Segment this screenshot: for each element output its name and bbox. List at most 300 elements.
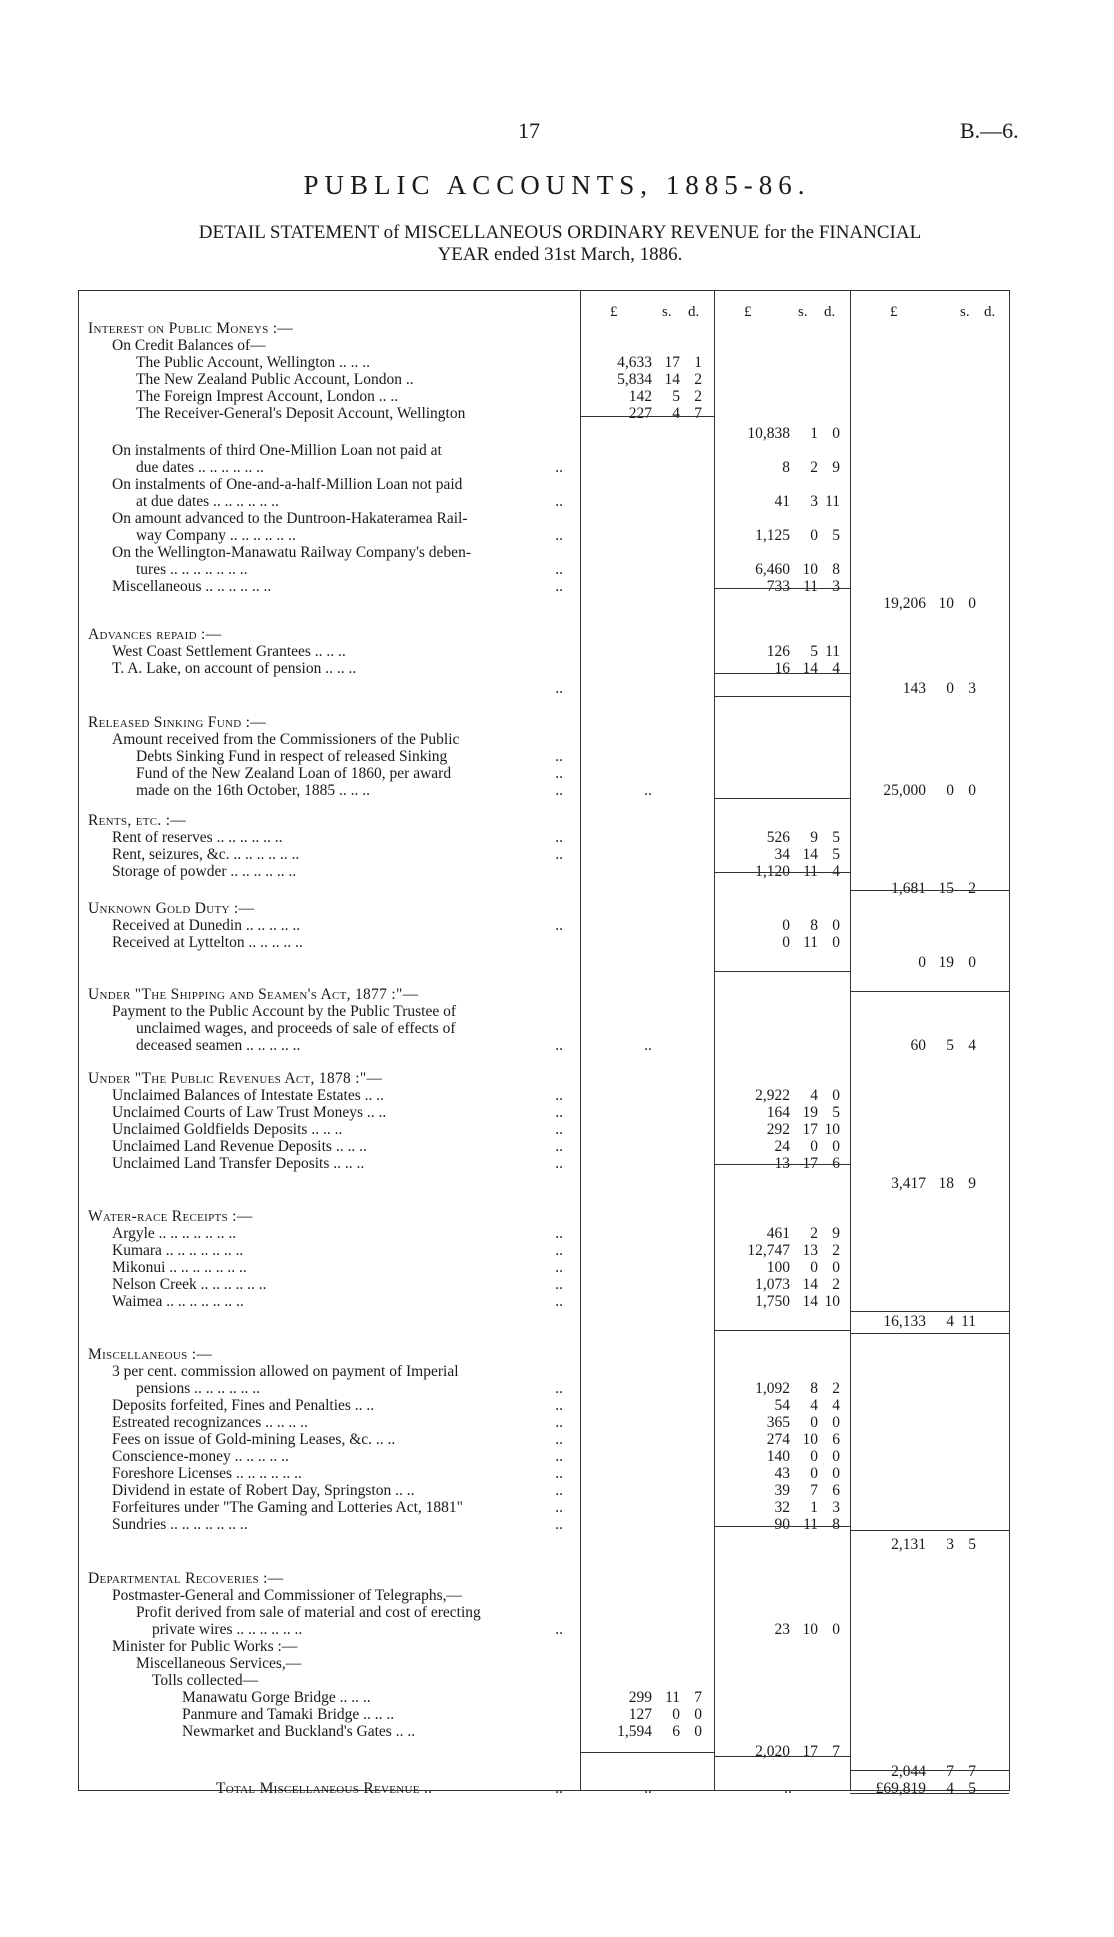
amount-pounds: 299 xyxy=(628,1689,652,1706)
sum-rule xyxy=(850,1311,1009,1312)
amount-pence: 5 xyxy=(832,846,840,863)
amount-shillings: 13 xyxy=(802,1242,818,1259)
table-row xyxy=(78,442,1010,459)
amount-column-2 xyxy=(718,1242,842,1259)
amount-pence: 10 xyxy=(824,1121,840,1138)
amount-shillings: 4 xyxy=(810,1087,818,1104)
amount-column-3 xyxy=(854,595,1010,612)
amount-pence: 0 xyxy=(832,425,840,442)
amount-column-2 xyxy=(718,527,842,544)
table-row xyxy=(78,643,1010,660)
amount-pounds: 32 xyxy=(774,1499,790,1516)
amount-column-2 xyxy=(718,1087,842,1104)
amount-column-2 xyxy=(718,1121,842,1138)
column-2-dots: .. xyxy=(644,1037,652,1054)
table-row xyxy=(78,1706,1010,1723)
amount-pounds: £69,819 xyxy=(875,1780,926,1797)
amount-shillings: 10 xyxy=(802,1431,818,1448)
leader-dots: .. xyxy=(555,1380,563,1397)
row-label: Unclaimed Courts of Law Trust Moneys .. .. xyxy=(112,1104,387,1121)
amount-pounds: 140 xyxy=(766,1448,790,1465)
section-heading: Water-race Receipts :— xyxy=(88,1208,253,1225)
amount-pounds: 13 xyxy=(774,1155,790,1172)
amount-column-2 xyxy=(718,459,842,476)
row-label: On instalments of third One-Million Loan not paid at xyxy=(112,442,442,459)
amount-pounds: 1,073 xyxy=(755,1276,790,1293)
row-label: Unclaimed Goldfields Deposits .. .. .. xyxy=(112,1121,343,1138)
leader-dots: .. xyxy=(555,1037,563,1054)
amount-pence: 0 xyxy=(694,1723,702,1740)
amount-shillings: 0 xyxy=(672,1706,680,1723)
table-row xyxy=(78,714,1010,731)
row-label: Argyle .. .. .. .. .. .. .. xyxy=(112,1225,237,1242)
table-row xyxy=(78,1293,1010,1310)
leader-dots: .. xyxy=(555,493,563,510)
leader-dots: .. xyxy=(555,578,563,595)
amount-pounds: 126 xyxy=(766,643,790,660)
table-row xyxy=(78,900,1010,917)
amount-pounds: 274 xyxy=(766,1431,790,1448)
amount-pounds: 143 xyxy=(902,680,926,697)
sum-rule xyxy=(850,1770,1009,1771)
amount-shillings: 3 xyxy=(946,1536,954,1553)
amount-pence: 5 xyxy=(832,527,840,544)
amount-shillings: 4 xyxy=(672,405,680,422)
amount-column-2 xyxy=(718,561,842,578)
amount-pounds: 5,834 xyxy=(617,371,652,388)
amount-pounds: 127 xyxy=(628,1706,652,1723)
sum-rule xyxy=(714,696,850,697)
table-row xyxy=(78,748,1010,765)
table-row xyxy=(78,1225,1010,1242)
amount-shillings: 2 xyxy=(810,1225,818,1242)
sum-rule xyxy=(850,991,1009,992)
row-label: Forfeitures under "The Gaming and Lotteries Act, 1881" xyxy=(112,1499,463,1516)
table-row xyxy=(78,1037,1010,1054)
table-row xyxy=(78,1604,1010,1621)
c3-shilling: s. xyxy=(960,304,970,320)
leader-dots: .. xyxy=(555,1397,563,1414)
row-label: Tolls collected— xyxy=(152,1672,259,1689)
page-title: PUBLIC ACCOUNTS, 1885-86. xyxy=(303,170,811,200)
table-row xyxy=(78,626,1010,643)
amount-pounds: 4,633 xyxy=(617,354,652,371)
amount-shillings: 9 xyxy=(810,829,818,846)
amount-shillings: 0 xyxy=(810,1465,818,1482)
table-row xyxy=(78,680,1010,697)
amount-pounds: 34 xyxy=(774,846,790,863)
amount-pounds: 164 xyxy=(766,1104,790,1121)
leader-dots: .. xyxy=(555,1155,563,1172)
amount-pounds: 12,747 xyxy=(747,1242,790,1259)
row-label: On amount advanced to the Duntroon-Hakateramea Rail- xyxy=(112,510,468,527)
amount-column-2 xyxy=(718,1104,842,1121)
subtitle-line-2: YEAR ended 31st March, 1886. xyxy=(437,244,683,265)
row-label: The Public Account, Wellington .. .. .. xyxy=(136,354,370,371)
row-label: Unclaimed Land Revenue Deposits .. .. .. xyxy=(112,1138,367,1155)
row-label: Unclaimed Balances of Intestate Estates .. .. xyxy=(112,1087,385,1104)
leader-dots: .. xyxy=(555,1087,563,1104)
row-label: made on the 16th October, 1885 .. .. .. xyxy=(136,782,370,799)
statement-subtitle xyxy=(70,222,1050,266)
subtitle-line-1: DETAIL STATEMENT of MISCELLANEOUS ORDINARY REVENUE for the FINANCIAL xyxy=(198,222,922,243)
amount-pence: 0 xyxy=(832,1448,840,1465)
amount-column-3 xyxy=(854,1763,1010,1780)
amount-column-3 xyxy=(854,1536,1010,1553)
sum-rule xyxy=(714,588,850,589)
sum-rule xyxy=(714,1330,850,1331)
section-heading: Interest on Public Moneys :— xyxy=(88,320,294,337)
amount-column-2 xyxy=(718,1499,842,1516)
leader-dots: .. xyxy=(555,1276,563,1293)
table-row xyxy=(78,880,1010,897)
amount-pounds: 1,750 xyxy=(755,1293,790,1310)
amount-pence: 7 xyxy=(832,1743,840,1760)
amount-pounds: 41 xyxy=(774,493,790,510)
row-label: Foreshore Licenses .. .. .. .. .. .. xyxy=(112,1465,302,1482)
amount-shillings: 4 xyxy=(810,1397,818,1414)
page-number: 17 xyxy=(518,118,540,143)
leader-dots: .. xyxy=(555,748,563,765)
amount-pounds: 1,125 xyxy=(755,527,790,544)
table-row xyxy=(78,578,1010,595)
row-label: The New Zealand Public Account, London .. xyxy=(136,371,414,388)
amount-pence: 4 xyxy=(832,1397,840,1414)
leader-dots: .. xyxy=(555,1242,563,1259)
section-heading: Under "The Shipping and Seamen's Act, 1877 :"— xyxy=(88,986,419,1003)
table-row xyxy=(78,1087,1010,1104)
amount-pence: 1 xyxy=(694,354,702,371)
row-label: On instalments of One-and-a-half-Million Loan not paid xyxy=(112,476,463,493)
table-row xyxy=(78,1689,1010,1706)
table-row xyxy=(78,544,1010,561)
section-heading: Unknown Gold Duty :— xyxy=(88,900,255,917)
table-row xyxy=(78,425,1010,442)
amount-pence: 5 xyxy=(832,829,840,846)
amount-column-2 xyxy=(718,1448,842,1465)
amount-shillings: 0 xyxy=(810,1138,818,1155)
amount-pence: 4 xyxy=(968,1037,976,1054)
table-row xyxy=(78,1448,1010,1465)
row-label: Estreated recognizances .. .. .. .. xyxy=(112,1414,308,1431)
leader-dots: .. xyxy=(555,917,563,934)
amount-pounds: 90 xyxy=(774,1516,790,1533)
amount-pounds: 2,020 xyxy=(755,1743,790,1760)
amount-shillings: 14 xyxy=(802,846,818,863)
table-row xyxy=(78,934,1010,951)
table-row xyxy=(78,1482,1010,1499)
table-row xyxy=(78,476,1010,493)
column-2-dots: .. xyxy=(644,782,652,799)
row-label: Miscellaneous .. .. .. .. .. .. xyxy=(112,578,272,595)
amount-shillings: 11 xyxy=(803,578,818,595)
table-row xyxy=(78,405,1010,422)
amount-column-1 xyxy=(580,1689,706,1706)
amount-column-3 xyxy=(854,1313,1010,1330)
row-label: tures .. .. .. .. .. .. .. xyxy=(136,561,248,578)
table-row xyxy=(78,863,1010,880)
leader-dots: .. xyxy=(555,846,563,863)
table-row xyxy=(78,354,1010,371)
leader-dots: .. xyxy=(555,829,563,846)
table-row xyxy=(78,812,1010,829)
row-label: pensions .. .. .. .. .. .. xyxy=(136,1380,260,1397)
table-row xyxy=(78,527,1010,544)
sum-rule xyxy=(850,1333,1009,1334)
amount-column-2 xyxy=(718,1482,842,1499)
amount-shillings: 14 xyxy=(802,1293,818,1310)
sum-rule xyxy=(714,673,850,674)
row-label: Dividend in estate of Robert Day, Springston .. .. xyxy=(112,1482,415,1499)
amount-pounds: 24 xyxy=(774,1138,790,1155)
amount-shillings: 10 xyxy=(802,561,818,578)
amount-shillings: 3 xyxy=(810,493,818,510)
table-row xyxy=(78,1431,1010,1448)
amount-pence: 0 xyxy=(968,782,976,799)
table-row xyxy=(78,1208,1010,1225)
amount-pounds: 2,044 xyxy=(891,1763,926,1780)
amount-column-2 xyxy=(718,917,842,934)
amount-shillings: 19 xyxy=(802,1104,818,1121)
table-row xyxy=(78,1672,1010,1689)
amount-pence: 7 xyxy=(694,405,702,422)
sum-rule xyxy=(714,1756,850,1757)
row-label: at due dates .. .. .. .. .. .. xyxy=(136,493,279,510)
table-row xyxy=(78,1397,1010,1414)
amount-pence: 2 xyxy=(694,388,702,405)
row-label: Amount received from the Commissioners of the Public xyxy=(112,731,460,748)
amount-pounds: 1,594 xyxy=(617,1723,652,1740)
row-label: Received at Dunedin .. .. .. .. .. xyxy=(112,917,301,934)
amount-shillings: 10 xyxy=(802,1621,818,1638)
amount-column-2 xyxy=(718,660,842,677)
amount-column-2 xyxy=(718,934,842,951)
amount-pence: 9 xyxy=(832,1225,840,1242)
table-row xyxy=(78,1414,1010,1431)
amount-pence: 0 xyxy=(832,934,840,951)
leader-dots: .. xyxy=(555,1138,563,1155)
row-label: West Coast Settlement Grantees .. .. .. xyxy=(112,643,346,660)
section-heading: Advances repaid :— xyxy=(88,626,222,643)
table-row xyxy=(78,1780,1010,1797)
leader-dots: .. xyxy=(555,1104,563,1121)
leader-dots: .. xyxy=(555,459,563,476)
table-row xyxy=(78,371,1010,388)
amount-pence: 0 xyxy=(832,1621,840,1638)
amount-pounds: 0 xyxy=(782,934,790,951)
amount-column-2 xyxy=(718,493,842,510)
amount-pence: 2 xyxy=(832,1242,840,1259)
row-label: 3 per cent. commission allowed on payment of Imperial xyxy=(112,1363,459,1380)
amount-pounds: 16 xyxy=(774,660,790,677)
table-row xyxy=(78,765,1010,782)
amount-pounds: 60 xyxy=(910,1037,926,1054)
amount-column-3 xyxy=(854,1780,1010,1797)
amount-shillings: 4 xyxy=(946,1780,954,1797)
table-row xyxy=(78,1465,1010,1482)
amount-pounds: 1,120 xyxy=(755,863,790,880)
amount-pence: 5 xyxy=(968,1536,976,1553)
row-label: Nelson Creek .. .. .. .. .. .. xyxy=(112,1276,267,1293)
amount-shillings: 0 xyxy=(810,1414,818,1431)
table-row xyxy=(78,1242,1010,1259)
amount-shillings: 8 xyxy=(810,1380,818,1397)
table-row xyxy=(78,1020,1010,1037)
amount-column-1 xyxy=(580,1723,706,1740)
amount-pounds: 0 xyxy=(782,917,790,934)
amount-pounds: 461 xyxy=(766,1225,790,1242)
table-row xyxy=(78,1276,1010,1293)
amount-pence: 0 xyxy=(832,1465,840,1482)
table-row xyxy=(78,1003,1010,1020)
amount-pounds: 0 xyxy=(918,954,926,971)
amount-shillings: 14 xyxy=(664,371,680,388)
row-label: Miscellaneous Services,— xyxy=(136,1655,302,1672)
row-label: Storage of powder .. .. .. .. .. .. xyxy=(112,863,297,880)
row-label: Fees on issue of Gold-mining Leases, &c. .. .. xyxy=(112,1431,396,1448)
c2-pound: £ xyxy=(744,304,752,320)
table-row xyxy=(78,1070,1010,1087)
table-row xyxy=(78,1104,1010,1121)
amount-shillings: 17 xyxy=(802,1155,818,1172)
amount-pence: 6 xyxy=(832,1482,840,1499)
table-row xyxy=(78,917,1010,934)
amount-pounds: 16,133 xyxy=(883,1313,926,1330)
amount-pence: 0 xyxy=(832,1259,840,1276)
c2-pence: d. xyxy=(824,304,836,320)
amount-shillings: 5 xyxy=(672,388,680,405)
amount-pence: 11 xyxy=(825,493,840,510)
amount-pence: 0 xyxy=(832,1138,840,1155)
amount-shillings: 17 xyxy=(664,354,680,371)
amount-shillings: 17 xyxy=(802,1743,818,1760)
amount-shillings: 0 xyxy=(946,782,954,799)
amount-pounds: 2,922 xyxy=(755,1087,790,1104)
amount-pence: 5 xyxy=(968,1780,976,1797)
section-heading: Miscellaneous :— xyxy=(88,1346,213,1363)
row-label: The Foreign Imprest Account, London .. .. xyxy=(136,388,399,405)
table-row xyxy=(78,1763,1010,1780)
leader-dots: .. xyxy=(555,1293,563,1310)
amount-column-1 xyxy=(580,354,706,371)
amount-column-2 xyxy=(718,578,842,595)
amount-column-1 xyxy=(580,388,706,405)
leader-dots: .. xyxy=(555,1621,563,1638)
amount-shillings: 14 xyxy=(802,660,818,677)
row-label: T. A. Lake, on account of pension .. .. .. xyxy=(112,660,357,677)
amount-pence: 2 xyxy=(832,1380,840,1397)
amount-pence: 0 xyxy=(832,1087,840,1104)
amount-pence: 6 xyxy=(832,1155,840,1172)
amount-column-2 xyxy=(718,425,842,442)
amount-shillings: 11 xyxy=(803,863,818,880)
column-2-dots: .. xyxy=(644,1780,652,1797)
amount-pounds: 10,838 xyxy=(747,425,790,442)
amount-pounds: 733 xyxy=(766,578,790,595)
table-row xyxy=(78,1743,1010,1760)
amount-pounds: 39 xyxy=(774,1482,790,1499)
row-label: Received at Lyttelton .. .. .. .. .. xyxy=(112,934,303,951)
table-row xyxy=(78,1638,1010,1655)
amount-pence: 8 xyxy=(832,1516,840,1533)
row-label: Unclaimed Land Transfer Deposits .. .. .. xyxy=(112,1155,365,1172)
amount-column-3 xyxy=(854,1175,1010,1192)
leader-dots: .. xyxy=(555,680,563,697)
table-row xyxy=(78,1313,1010,1330)
row-label: deceased seamen .. .. .. .. .. xyxy=(136,1037,301,1054)
amount-shillings: 11 xyxy=(665,1689,680,1706)
amount-pounds: 1,092 xyxy=(755,1380,790,1397)
amount-pence: 9 xyxy=(968,1175,976,1192)
amount-pounds: 2,131 xyxy=(891,1536,926,1553)
amount-shillings: 7 xyxy=(946,1763,954,1780)
table-row xyxy=(78,388,1010,405)
sum-rule xyxy=(850,1793,1009,1794)
amount-column-2 xyxy=(718,1225,842,1242)
amount-column-2 xyxy=(718,1621,842,1638)
amount-shillings: 10 xyxy=(938,595,954,612)
c1-pound: £ xyxy=(610,304,618,320)
amount-shillings: 0 xyxy=(810,527,818,544)
amount-column-2 xyxy=(718,829,842,846)
document-code: B.—6. xyxy=(960,118,1019,143)
amount-pounds: 25,000 xyxy=(883,782,926,799)
amount-column-2 xyxy=(718,1516,842,1533)
table-row xyxy=(78,1621,1010,1638)
amount-pounds: 1,681 xyxy=(891,880,926,897)
amount-pounds: 6,460 xyxy=(755,561,790,578)
amount-shillings: 4 xyxy=(946,1313,954,1330)
amount-column-2 xyxy=(718,1431,842,1448)
amount-column-3 xyxy=(854,680,1010,697)
amount-shillings: 11 xyxy=(803,934,818,951)
row-label: Panmure and Tamaki Bridge .. .. .. xyxy=(182,1706,395,1723)
leader-dots: .. xyxy=(555,1482,563,1499)
row-label: Payment to the Public Account by the Public Trustee of xyxy=(112,1003,456,1020)
amount-shillings: 1 xyxy=(810,1499,818,1516)
amount-shillings: 18 xyxy=(938,1175,954,1192)
amount-pence: 2 xyxy=(968,880,976,897)
amount-pounds: 19,206 xyxy=(883,595,926,612)
amount-shillings: 19 xyxy=(938,954,954,971)
amount-pence: 0 xyxy=(694,1706,702,1723)
c1-pence: d. xyxy=(688,304,700,320)
amount-pence: 3 xyxy=(832,1499,840,1516)
table-row xyxy=(78,954,1010,971)
leader-dots: .. xyxy=(555,1448,563,1465)
table-row xyxy=(78,561,1010,578)
table-row xyxy=(78,1259,1010,1276)
table-row xyxy=(78,731,1010,748)
amount-column-2 xyxy=(718,1138,842,1155)
sum-rule xyxy=(580,416,714,417)
amount-pence: 0 xyxy=(832,917,840,934)
amount-pounds: 100 xyxy=(766,1259,790,1276)
table-row xyxy=(78,1346,1010,1363)
table-row xyxy=(78,986,1010,1003)
row-label: Debts Sinking Fund in respect of released Sinking xyxy=(136,748,448,765)
row-label: private wires .. .. .. .. .. .. xyxy=(152,1621,303,1638)
table-row xyxy=(78,1138,1010,1155)
amount-pounds: 365 xyxy=(766,1414,790,1431)
row-label: Fund of the New Zealand Loan of 1860, per award xyxy=(136,765,452,782)
row-label: Postmaster-General and Commissioner of Telegraphs,— xyxy=(112,1587,463,1604)
amount-pence: 0 xyxy=(968,954,976,971)
row-label: way Company .. .. .. .. .. .. xyxy=(136,527,296,544)
table-row xyxy=(78,1723,1010,1740)
amount-pence: 10 xyxy=(824,1293,840,1310)
row-label: On the Wellington-Manawatu Railway Company's deben- xyxy=(112,544,471,561)
